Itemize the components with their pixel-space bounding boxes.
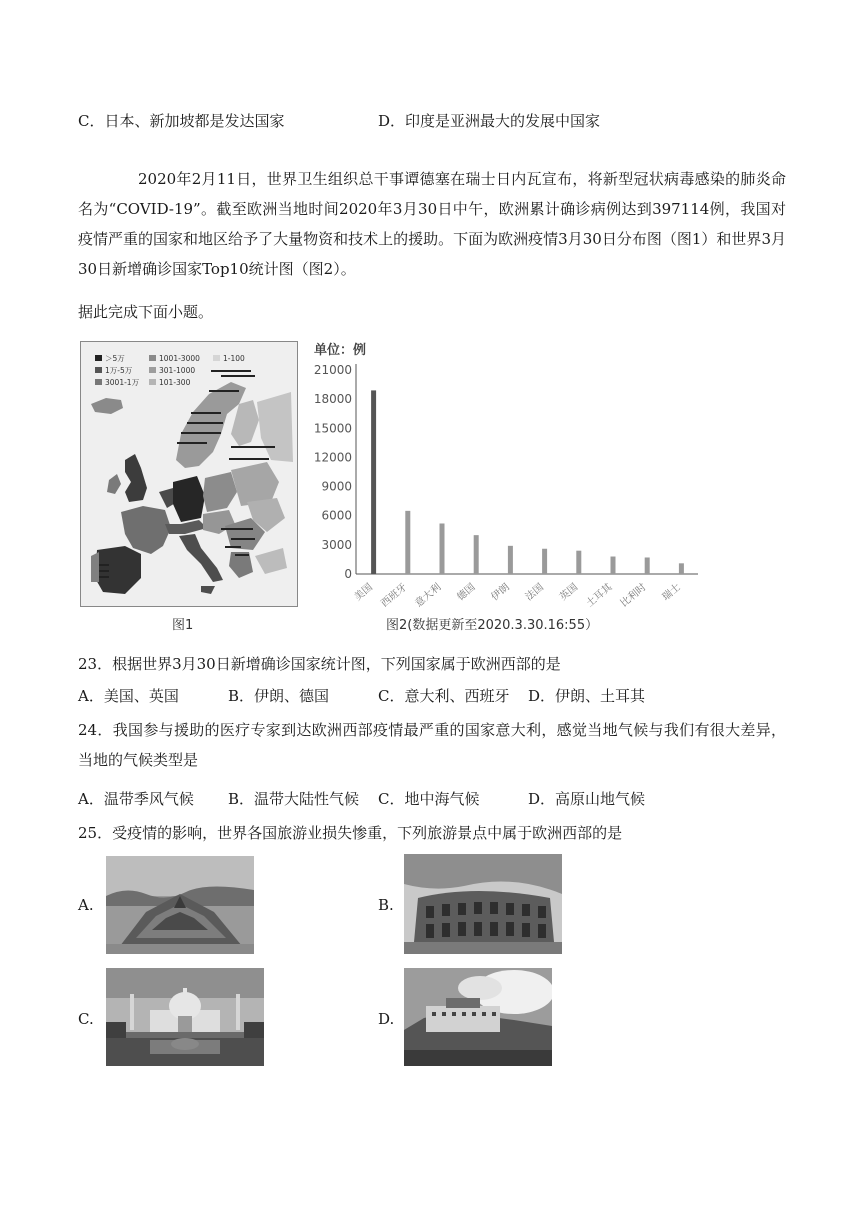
bar-4 — [508, 546, 513, 574]
x-tick-label-1: 西班牙 — [379, 581, 410, 610]
q23-option-c: C．意大利、西班牙 — [378, 687, 510, 705]
q23-option-a: A．美国、英国 — [78, 687, 179, 705]
bar-3 — [474, 535, 479, 574]
bar-1 — [405, 511, 410, 574]
legend-label-3: 1001-3000 — [159, 354, 200, 363]
legend-label-6: 1-100 — [223, 354, 245, 363]
figure2-bar-chart — [306, 338, 706, 638]
y-tick-label-1: 3000 — [321, 537, 352, 552]
q25-stem: 25．受疫情的影响，世界各国旅游业损失惨重，下列旅游景点中属于欧洲西部的是 — [78, 824, 623, 842]
q25-label-a: A. — [78, 896, 94, 914]
q23-option-d: D．伊朗、土耳其 — [528, 687, 646, 705]
legend-label-2: 3001-1万 — [105, 378, 140, 387]
figure1-caption: 图1 — [172, 618, 194, 633]
chart-unit-label: 单位：例 — [314, 343, 367, 358]
prev-option-c: C．日本、新加坡都是发达国家 — [78, 112, 285, 130]
photo-taj-mahal — [106, 968, 264, 1066]
prev-option-d: D．印度是亚洲最大的发展中国家 — [378, 112, 601, 130]
intro-instruction: 据此完成下面小题。 — [78, 303, 214, 321]
bar-2 — [440, 523, 445, 574]
y-tick-label-4: 12000 — [313, 450, 352, 465]
photo-borobudur — [106, 856, 254, 954]
x-tick-label-6: 英国 — [557, 581, 581, 604]
x-tick-label-4: 伊朗 — [489, 581, 512, 604]
y-tick-label-2: 6000 — [321, 508, 352, 523]
bar-0 — [371, 390, 376, 574]
y-tick-label-5: 15000 — [313, 421, 352, 436]
x-tick-label-3: 德国 — [455, 581, 478, 604]
q24-option-a: A．温带季风气候 — [78, 790, 194, 808]
figure2-caption: 图2(数据更新至2020.3.30.16:55） — [386, 618, 599, 633]
q24-option-b: B．温带大陆性气候 — [228, 790, 360, 808]
q25-label-d: D. — [378, 1010, 395, 1028]
x-tick-label-9: 瑞士 — [660, 581, 683, 604]
x-tick-label-7: 土耳其 — [584, 581, 615, 610]
figure1-map — [80, 341, 298, 607]
photo-colosseum — [404, 854, 562, 954]
legend-label-4: 301-1000 — [159, 366, 196, 375]
bar-5 — [542, 549, 547, 574]
q24-option-c: C．地中海气候 — [378, 790, 480, 808]
bar-9 — [679, 563, 684, 574]
y-tick-label-0: 0 — [344, 567, 352, 581]
q25-label-b: B. — [378, 896, 394, 914]
q23-option-b: B．伊朗、德国 — [228, 687, 330, 705]
europe-map-graphic — [81, 342, 297, 606]
q24-stem: 24．我国参与援助的医疗专家到达欧洲西部疫情最严重的国家意大利，感觉当地气候与我们有很大差异，当地的气候类型是 — [78, 721, 786, 769]
legend-label-1: 1万-5万 — [105, 366, 133, 375]
y-tick-label-3: 9000 — [321, 479, 352, 494]
legend-label-0: ＞5万 — [105, 354, 125, 363]
x-tick-label-5: 法国 — [523, 581, 547, 604]
q24-option-d: D．高原山地气候 — [528, 790, 646, 808]
photo-potala-palace — [404, 968, 552, 1066]
y-tick-label-7: 21000 — [313, 363, 352, 377]
bar-8 — [645, 557, 650, 574]
q25-label-c: C. — [78, 1010, 94, 1028]
bar-6 — [576, 551, 581, 574]
y-tick-label-6: 18000 — [313, 392, 352, 407]
x-tick-label-8: 比利时 — [618, 581, 649, 610]
x-tick-label-2: 意大利 — [413, 581, 444, 610]
intro-paragraph: 2020年2月11日，世界卫生组织总干事谭德塞在瑞士日内瓦宣布，将新型冠状病毒感染的肺炎命名为“COVID-19”。截至欧洲当地时间2020年3月30日中午，欧洲累计确诊病例达到397114例，我国对疫情严重的国家和地区给予了大量物资和技术上的援助。下面为欧洲疫情3月30日分布图（图1）和世界3月30日新增确诊国家Top10统计图（图2）。 — [78, 170, 786, 278]
bar-7 — [611, 557, 616, 574]
q23-stem: 23．根据世界3月30日新增确诊国家统计图，下列国家属于欧洲西部的是 — [78, 655, 561, 673]
x-tick-label-0: 美国 — [352, 581, 376, 604]
legend-label-5: 101-300 — [159, 378, 191, 387]
